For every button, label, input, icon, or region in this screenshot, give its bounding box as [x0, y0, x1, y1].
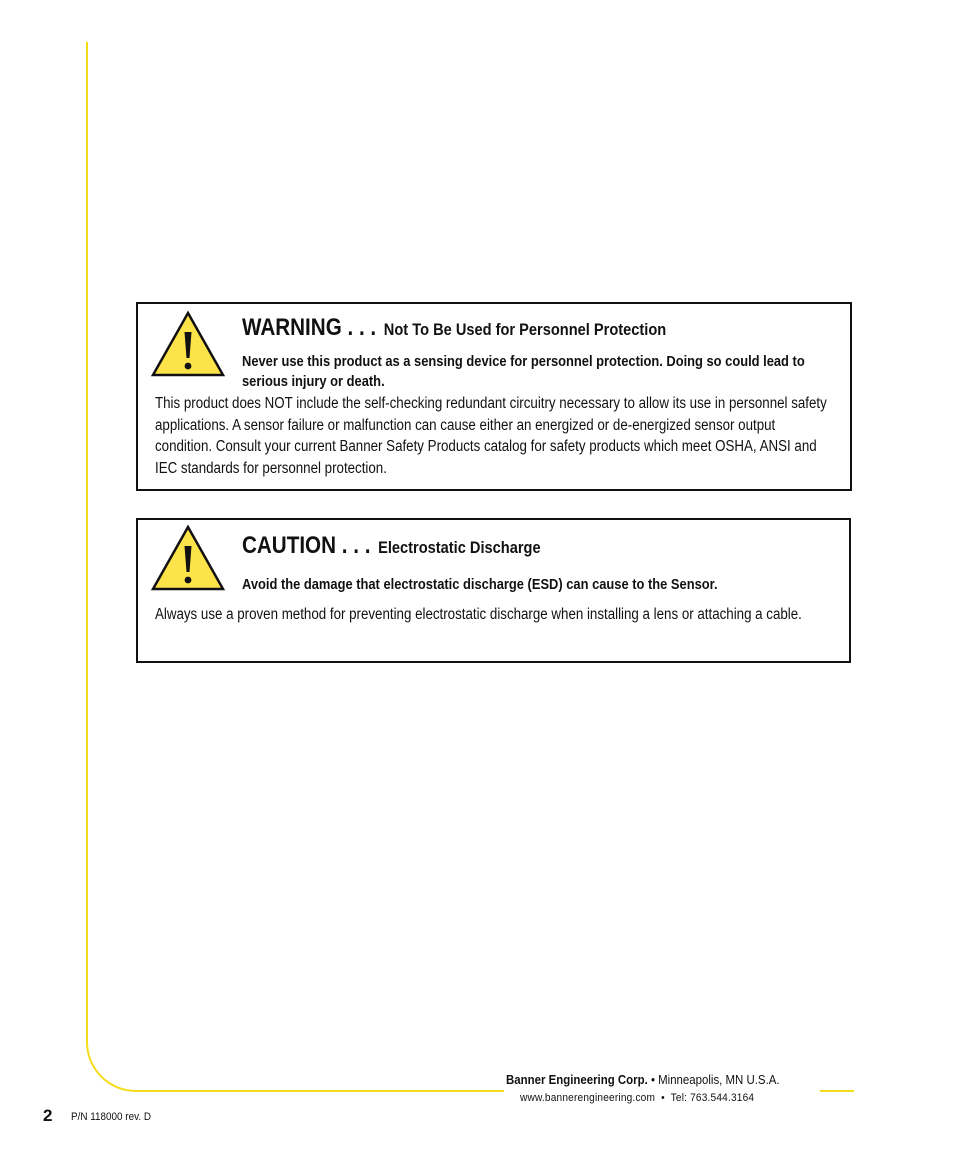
- warning-bold-text: Never use this product as a sensing device for personnel protection. Doing so could lead to serious injury or death.: [242, 353, 805, 390]
- caution-body-text: Always use a proven method for preventing electrostatic discharge when installing a lens or attaching a cable.: [155, 606, 802, 623]
- footer-company-name: Banner Engineering Corp.: [506, 1072, 648, 1087]
- frame-line-tail: [820, 1090, 854, 1092]
- frame-line-curve: [86, 1010, 136, 1092]
- warning-box: [136, 302, 852, 491]
- warning-heading: [242, 314, 735, 342]
- part-number: P/N 118000 rev. D: [71, 1111, 151, 1123]
- caution-box: [136, 518, 851, 663]
- caution-title: CAUTION . . .: [242, 532, 371, 559]
- caution-heading: [242, 532, 589, 560]
- warning-title: WARNING . . .: [242, 314, 377, 341]
- caution-triangle-icon: [150, 524, 226, 592]
- caution-subtitle: Electrostatic Discharge: [378, 538, 541, 557]
- frame-line-vertical: [86, 42, 88, 1032]
- caution-bold-text: Avoid the damage that electrostatic discharge (ESD) can cause to the Sensor.: [242, 576, 718, 593]
- warning-subtitle: Not To Be Used for Personnel Protection: [383, 320, 667, 339]
- page-number: 2: [43, 1106, 53, 1125]
- footer-company-line: [506, 1072, 817, 1087]
- footer-location: • Minneapolis, MN U.S.A.: [650, 1072, 780, 1087]
- warning-body-text: This product does NOT include the self-checking redundant circuitry necessary to allow its use in personnel safety applications. A sensor failure or malfunction can cause either an energized or de-energized sensor output condition. Consult your current Banner Safety Products catalog for safety products which meet OSHA, ANSI and IEC standards for personnel protection.: [155, 395, 827, 477]
- warning-triangle-icon: [150, 310, 226, 378]
- frame-line-bottom: [134, 1090, 504, 1092]
- footer-contact-line: www.bannerengineering.com • Tel: 763.544.3164: [520, 1092, 755, 1104]
